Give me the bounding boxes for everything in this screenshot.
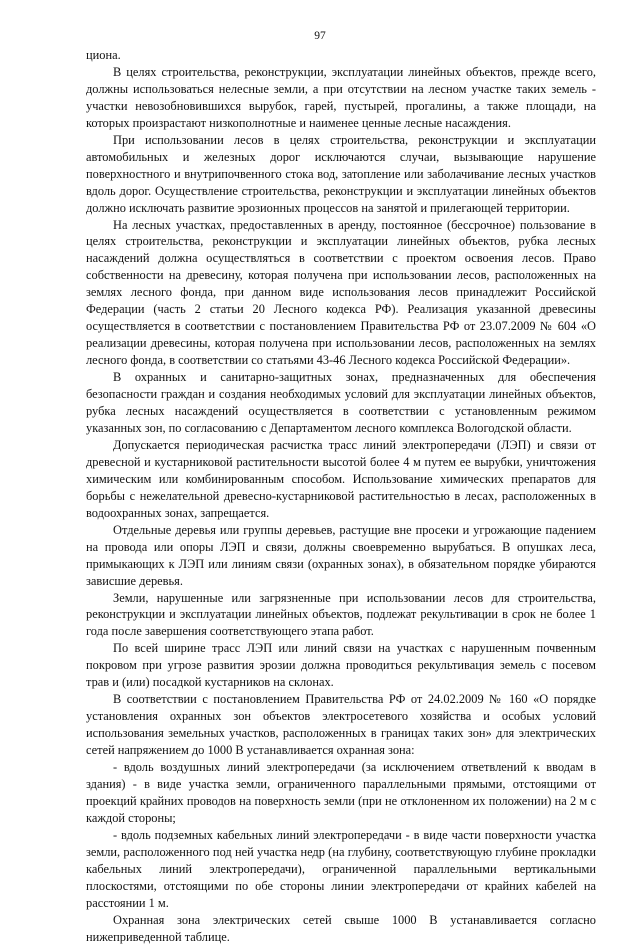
page-number: 97 <box>314 30 326 42</box>
paragraph-leased-plots: На лесных участках, предоставленных в аренду, постоянное (бессрочное) пользование в целях строительства, реконструкции и эксплуатации линейных объектов, рубка лесных насаждений должна осуществляться в соответствии с проектом освоения лесов. Право собственности на древесину, которая получена при использовании лесов, расположенных на землях лесного фонда, при данном виде использования лесов принадлежит Российской Федерации (часть 2 статьи 20 Лесного кодекса РФ). Реализация указанной древесины осуществляется в соответствии с постановлением Правительства РФ от 23.07.2009 № 604 «О реализации древесины, которая получена при использовании лесов, расположенных на землях лесного фонда, в соответствии со статьями 43-46 Лесного кодекса Российской Федерации». <box>86 217 596 368</box>
paragraph-protection-zones: В охранных и санитарно-защитных зонах, предназначенных для обеспечения безопасности граждан и создания необходимых условий для эксплуатации линейных объектов, рубка лесных насаждений осуществляется в соответствии с установленным режимом указанных зон, по согласованию с Департаментом лесного комплекса Вологодской области. <box>86 370 596 435</box>
paragraph-route-clearing: Допускается периодическая расчистка трасс линий электропередачи (ЛЭП) и связи от древесной и кустарниковой растительности высотой более 4 м путем ее вырубки, уничтожения химическим или комбинированным способом. Использование химических препаратов для борьбы с нежелательной древесно-кустарниковой растительностью в лесах, расположенных в водоохранных зонах, запрещается. <box>86 437 596 520</box>
paragraph-continuation: циона. <box>86 48 121 62</box>
paragraph-land-use-priority: В целях строительства, реконструкции, эксплуатации линейных объектов, прежде всего, должны использоваться нелесные земли, а при отсутствии на лесном участке таких земель - участки невозобновившихся вырубок, гарей, пустырей, прогалины, а также площади, на которых произрастают низкополнотные и наименее ценные лесные насаждения. <box>86 64 596 130</box>
paragraph-roads-construction: При использовании лесов в целях строительства, реконструкции и эксплуатации автомобильных и железных дорог исключаются случаи, вызывающие нарушение поверхностного и внутрипочвенного стока вод, затопление или заболачивание лесных участков вдоль дорог. Осуществление строительства, реконструкции и эксплуатации линейных объектов должно исключать развитие эрозионных процессов на занятой и прилегающей территории. <box>86 132 596 215</box>
paragraph-underground-cables: - вдоль подземных кабельных линий электропередачи - в виде части поверхности участка земли, расположенного под ней участка недр (на глубину, соответствующую глубине прокладки кабельных линий электропередачи), ограниченной параллельными вертикальными плоскостями, отстоящими по обе стороны линии электропередачи от крайних кабелей на расстоянии 1 м. <box>86 827 596 910</box>
paragraph-overhead-lines: - вдоль воздушных линий электропередачи (за исключением ответвлений к вводам в здания) - в виде участка земли, ограниченного параллельными прямыми, отстоящими от проекций крайних проводов на поверхность земли (при не отклоненном их положении) на 2 м с каждой стороны; <box>86 760 596 825</box>
paragraph-hazard-trees: Отдельные деревья или группы деревьев, растущие вне просеки и угрожающие падением на провода или опоры ЛЭП и связи, должны своевременно вырубаться. В опушках леса, примыкающих к ЛЭП или линиям связи (охранных зонах), в обязательном порядке убираются зависшие деревья. <box>86 522 596 588</box>
paragraph-recultivation-term: Земли, нарушенные или загрязненные при использовании лесов для строительства, реконструкции и эксплуатации линейных объектов, подлежат рекультивации в срок не более 1 года после завершения соответствующего этапа работ. <box>86 590 596 639</box>
paragraph-high-voltage-zone: Охранная зона электрических сетей свыше 1000 В устанавливается согласно нижеприведенной таблице. <box>86 912 596 944</box>
paragraph-government-decree: В соответствии с постановлением Правительства РФ от 24.02.2009 № 160 «О порядке установления охранных зон объектов электросетевого хозяйства и особых условий использования земельных участков, расположенных в границах таких зон» для электрических сетей напряжением до 1000 В устанавливается охранная зона: <box>86 692 596 758</box>
document-body <box>86 47 596 946</box>
paragraph-erosion-recultivation: По всей ширине трасс ЛЭП или линий связи на участках с нарушенным почвенным покровом при угрозе развития эрозии должна проводиться рекультивация земель с посевом трав и (или) посадкой кустарников на склонах. <box>86 641 596 690</box>
